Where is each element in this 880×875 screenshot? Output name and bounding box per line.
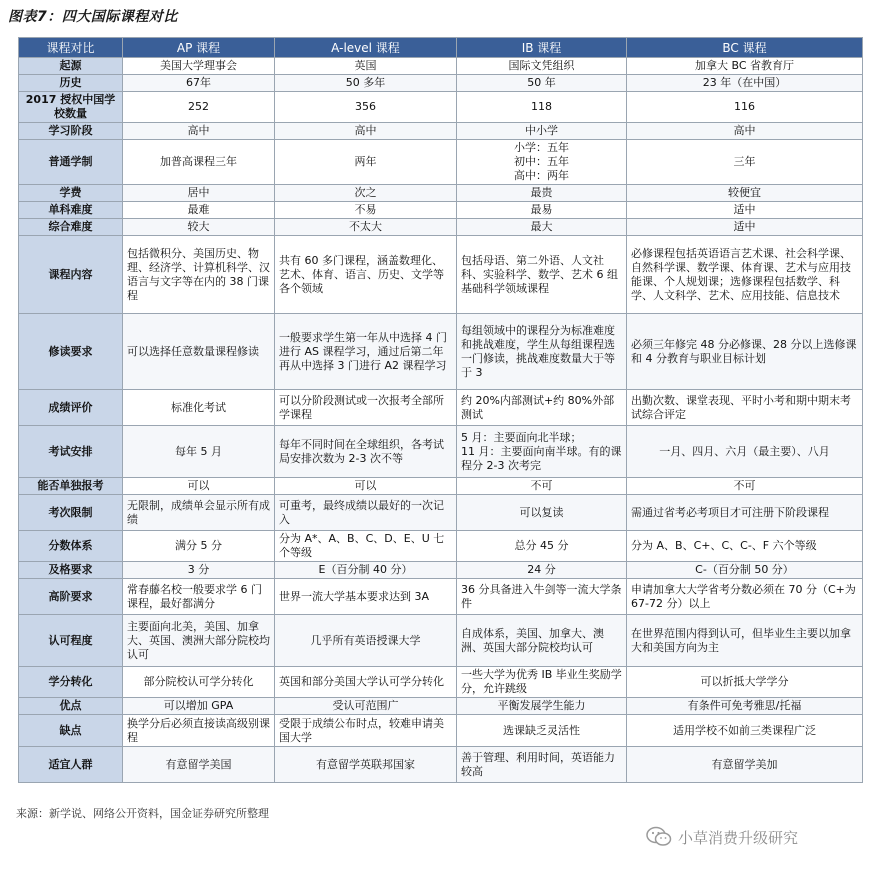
header-course-cell: AP 课程 xyxy=(123,38,275,58)
row-label: 考次限制 xyxy=(19,495,123,531)
table-cell: 次之 xyxy=(275,185,457,202)
table-cell: 在世界范围内得到认可，但毕业生主要以加拿大和美国方向为主 xyxy=(627,615,863,667)
table-cell: 5 月：主要面向北半球； 11 月：主要面向南半球。有的课程分 2-3 次考完 xyxy=(457,426,627,478)
row-label: 单科难度 xyxy=(19,202,123,219)
row-label: 考试安排 xyxy=(19,426,123,478)
table-row xyxy=(19,314,863,390)
table-row xyxy=(19,667,863,698)
table-cell: 加拿大 BC 省教育厅 xyxy=(627,58,863,75)
row-label: 认可程度 xyxy=(19,615,123,667)
row-label: 学习阶段 xyxy=(19,123,123,140)
table-cell: 选课缺乏灵活性 xyxy=(457,715,627,747)
table-cell: 共有 60 多门课程，涵盖数理化、艺术、体育、语言、历史、文学等各个领域 xyxy=(275,236,457,314)
table-cell: 356 xyxy=(275,92,457,123)
table-cell: 可以 xyxy=(123,478,275,495)
table-row xyxy=(19,236,863,314)
table-cell: E（百分制 40 分） xyxy=(275,562,457,579)
table-cell: 118 xyxy=(457,92,627,123)
table-cell: 较便宜 xyxy=(627,185,863,202)
table-cell: 中小学 xyxy=(457,123,627,140)
table-row xyxy=(19,579,863,615)
comparison-table-container xyxy=(18,37,862,783)
table-cell: 每年不同时间在全球组织，各考试局安排次数为 2-3 次不等 xyxy=(275,426,457,478)
table-cell: 分为 A*、A、B、C、D、E、U 七个等级 xyxy=(275,531,457,562)
table-row xyxy=(19,202,863,219)
table-cell: 自成体系，美国、加拿大、澳洲、英国大部分院校均认可 xyxy=(457,615,627,667)
table-cell: 23 年（在中国） xyxy=(627,75,863,92)
table-cell: 包括母语、第二外语、人文社科、实验科学、数学、艺术 6 组基础科学领域课程 xyxy=(457,236,627,314)
table-cell: 不易 xyxy=(275,202,457,219)
table-cell: 24 分 xyxy=(457,562,627,579)
table-cell: 高中 xyxy=(123,123,275,140)
table-cell: 每组领域中的课程分为标准难度和挑战难度，学生从每组课程选一门修读，挑战难度数量大于等于 3 xyxy=(457,314,627,390)
table-row xyxy=(19,615,863,667)
row-label: 学费 xyxy=(19,185,123,202)
table-row xyxy=(19,426,863,478)
row-label: 及格要求 xyxy=(19,562,123,579)
row-label: 缺点 xyxy=(19,715,123,747)
table-cell: 平衡发展学生能力 xyxy=(457,698,627,715)
table-row xyxy=(19,219,863,236)
header-course-cell: BC 课程 xyxy=(627,38,863,58)
table-cell: 换学分后必须直接读高级别课程 xyxy=(123,715,275,747)
header-row xyxy=(19,38,863,58)
table-row xyxy=(19,715,863,747)
table-cell: 适中 xyxy=(627,219,863,236)
table-row xyxy=(19,123,863,140)
table-row xyxy=(19,140,863,185)
table-cell: 最贵 xyxy=(457,185,627,202)
row-label: 分数体系 xyxy=(19,531,123,562)
table-cell: 116 xyxy=(627,92,863,123)
table-cell: 善于管理、利用时间，英语能力较高 xyxy=(457,747,627,783)
table-row xyxy=(19,58,863,75)
table-cell: 需通过省考必考项目才可注册下阶段课程 xyxy=(627,495,863,531)
row-label: 起源 xyxy=(19,58,123,75)
header-course-cell: IB 课程 xyxy=(457,38,627,58)
table-row xyxy=(19,495,863,531)
row-label: 修读要求 xyxy=(19,314,123,390)
table-cell: 最大 xyxy=(457,219,627,236)
row-label: 课程内容 xyxy=(19,236,123,314)
table-cell: 主要面向北美，美国、加拿大、英国、澳洲大部分院校均认可 xyxy=(123,615,275,667)
table-row xyxy=(19,92,863,123)
table-cell: 三年 xyxy=(627,140,863,185)
table-cell: 国际文凭组织 xyxy=(457,58,627,75)
table-row xyxy=(19,698,863,715)
source-note: 来源：新学说、网络公开资料，国金证券研究所整理 xyxy=(16,807,269,820)
table-cell: 适中 xyxy=(627,202,863,219)
table-cell: 50 年 xyxy=(457,75,627,92)
row-label: 高阶要求 xyxy=(19,579,123,615)
table-row xyxy=(19,478,863,495)
table-cell: 67年 xyxy=(123,75,275,92)
table-cell: 美国大学理事会 xyxy=(123,58,275,75)
table-cell: 每年 5 月 xyxy=(123,426,275,478)
row-label: 成绩评价 xyxy=(19,390,123,426)
table-cell: 最难 xyxy=(123,202,275,219)
table-cell: 包括微积分、美国历史、物理、经济学、计算机科学、汉语言与文字等在内的 38 门课程 xyxy=(123,236,275,314)
table-cell: 世界一流大学基本要求达到 3A xyxy=(275,579,457,615)
table-cell: 可以 xyxy=(275,478,457,495)
row-label: 2017 授权中国学校数量 xyxy=(19,92,123,123)
table-cell: 常春藤名校一般要求学 6 门课程，最好都满分 xyxy=(123,579,275,615)
table-row xyxy=(19,185,863,202)
table-cell: 约 20%内部测试+约 80%外部测试 xyxy=(457,390,627,426)
table-cell: 无限制，成绩单会显示所有成绩 xyxy=(123,495,275,531)
table-cell: 几乎所有英语授课大学 xyxy=(275,615,457,667)
table-cell: 英国 xyxy=(275,58,457,75)
table-cell: 可以折抵大学学分 xyxy=(627,667,863,698)
table-body xyxy=(19,58,863,783)
table-cell: 可以分阶段测试或一次报考全部所学课程 xyxy=(275,390,457,426)
table-cell: 较大 xyxy=(123,219,275,236)
table-row xyxy=(19,390,863,426)
table-cell: 高中 xyxy=(627,123,863,140)
table-cell: 252 xyxy=(123,92,275,123)
table-cell: 有意留学美国 xyxy=(123,747,275,783)
table-cell: 一月、四月、六月（最主要）、八月 xyxy=(627,426,863,478)
row-label: 历史 xyxy=(19,75,123,92)
table-cell: 有意留学英联邦国家 xyxy=(275,747,457,783)
table-cell: 小学：五年 初中：五年 高中：两年 xyxy=(457,140,627,185)
comparison-table xyxy=(18,37,863,783)
header-course-cell: A-level 课程 xyxy=(275,38,457,58)
table-cell: 申请加拿大大学省考分数必须在 70 分（C+为 67-72 分）以上 xyxy=(627,579,863,615)
watermark-text: 小草消费升级研究 xyxy=(678,828,799,847)
row-label: 综合难度 xyxy=(19,219,123,236)
table-cell: 不可 xyxy=(457,478,627,495)
table-cell: 满分 5 分 xyxy=(123,531,275,562)
table-cell: 出勤次数、课堂表现、平时小考和期中期末考试综合评定 xyxy=(627,390,863,426)
wechat-icon xyxy=(646,826,672,848)
table-cell: 标准化考试 xyxy=(123,390,275,426)
row-label: 能否单独报考 xyxy=(19,478,123,495)
table-cell: 受认可范围广 xyxy=(275,698,457,715)
table-cell: 可以选择任意数量课程修读 xyxy=(123,314,275,390)
table-cell: 可以增加 GPA xyxy=(123,698,275,715)
table-cell: 必修课程包括英语语言艺术课、社会科学课、自然科学课、数学课、体育课、艺术与应用技能课、个人规划课；选修课程包括数学、科学、人文科学、艺术、应用技能、信息技术 xyxy=(627,236,863,314)
table-row xyxy=(19,75,863,92)
table-cell: 不太大 xyxy=(275,219,457,236)
watermark xyxy=(646,826,798,848)
table-cell: 一般要求学生第一年从中选择 4 门进行 AS 课程学习，通过后第二年再从中选择 3 门进行 A2 课程学习 xyxy=(275,314,457,390)
table-row xyxy=(19,747,863,783)
table-cell: 3 分 xyxy=(123,562,275,579)
table-cell: 必须三年修完 48 分必修课、28 分以上选修课和 4 分教育与职业目标计划 xyxy=(627,314,863,390)
row-label: 适宜人群 xyxy=(19,747,123,783)
table-cell: 分为 A、B、C+、C、C-、F 六个等级 xyxy=(627,531,863,562)
table-cell: 可重考，最终成绩以最好的一次记入 xyxy=(275,495,457,531)
table-cell: 高中 xyxy=(275,123,457,140)
table-cell: 有条件可免考雅思/托福 xyxy=(627,698,863,715)
table-cell: 英国和部分美国大学认可学分转化 xyxy=(275,667,457,698)
row-label: 学分转化 xyxy=(19,667,123,698)
table-cell: 受限于成绩公布时点，较难申请美国大学 xyxy=(275,715,457,747)
row-label: 普通学制 xyxy=(19,140,123,185)
figure-title: 图表7：四大国际课程对比 xyxy=(8,9,178,25)
table-cell: 最易 xyxy=(457,202,627,219)
table-row xyxy=(19,531,863,562)
table-cell: 总分 45 分 xyxy=(457,531,627,562)
table-cell: 有意留学美加 xyxy=(627,747,863,783)
table-cell: 50 多年 xyxy=(275,75,457,92)
table-cell: 加普高课程三年 xyxy=(123,140,275,185)
table-cell: 36 分具备进入牛剑等一流大学条件 xyxy=(457,579,627,615)
table-row xyxy=(19,562,863,579)
table-cell: 部分院校认可学分转化 xyxy=(123,667,275,698)
table-cell: 适用学校不如前三类课程广泛 xyxy=(627,715,863,747)
table-cell: 一些大学为优秀 IB 毕业生奖励学分，允许跳级 xyxy=(457,667,627,698)
table-cell: C-（百分制 50 分） xyxy=(627,562,863,579)
table-cell: 不可 xyxy=(627,478,863,495)
row-label: 优点 xyxy=(19,698,123,715)
table-cell: 两年 xyxy=(275,140,457,185)
table-cell: 居中 xyxy=(123,185,275,202)
header-label-cell: 课程对比 xyxy=(19,38,123,58)
table-cell: 可以复读 xyxy=(457,495,627,531)
